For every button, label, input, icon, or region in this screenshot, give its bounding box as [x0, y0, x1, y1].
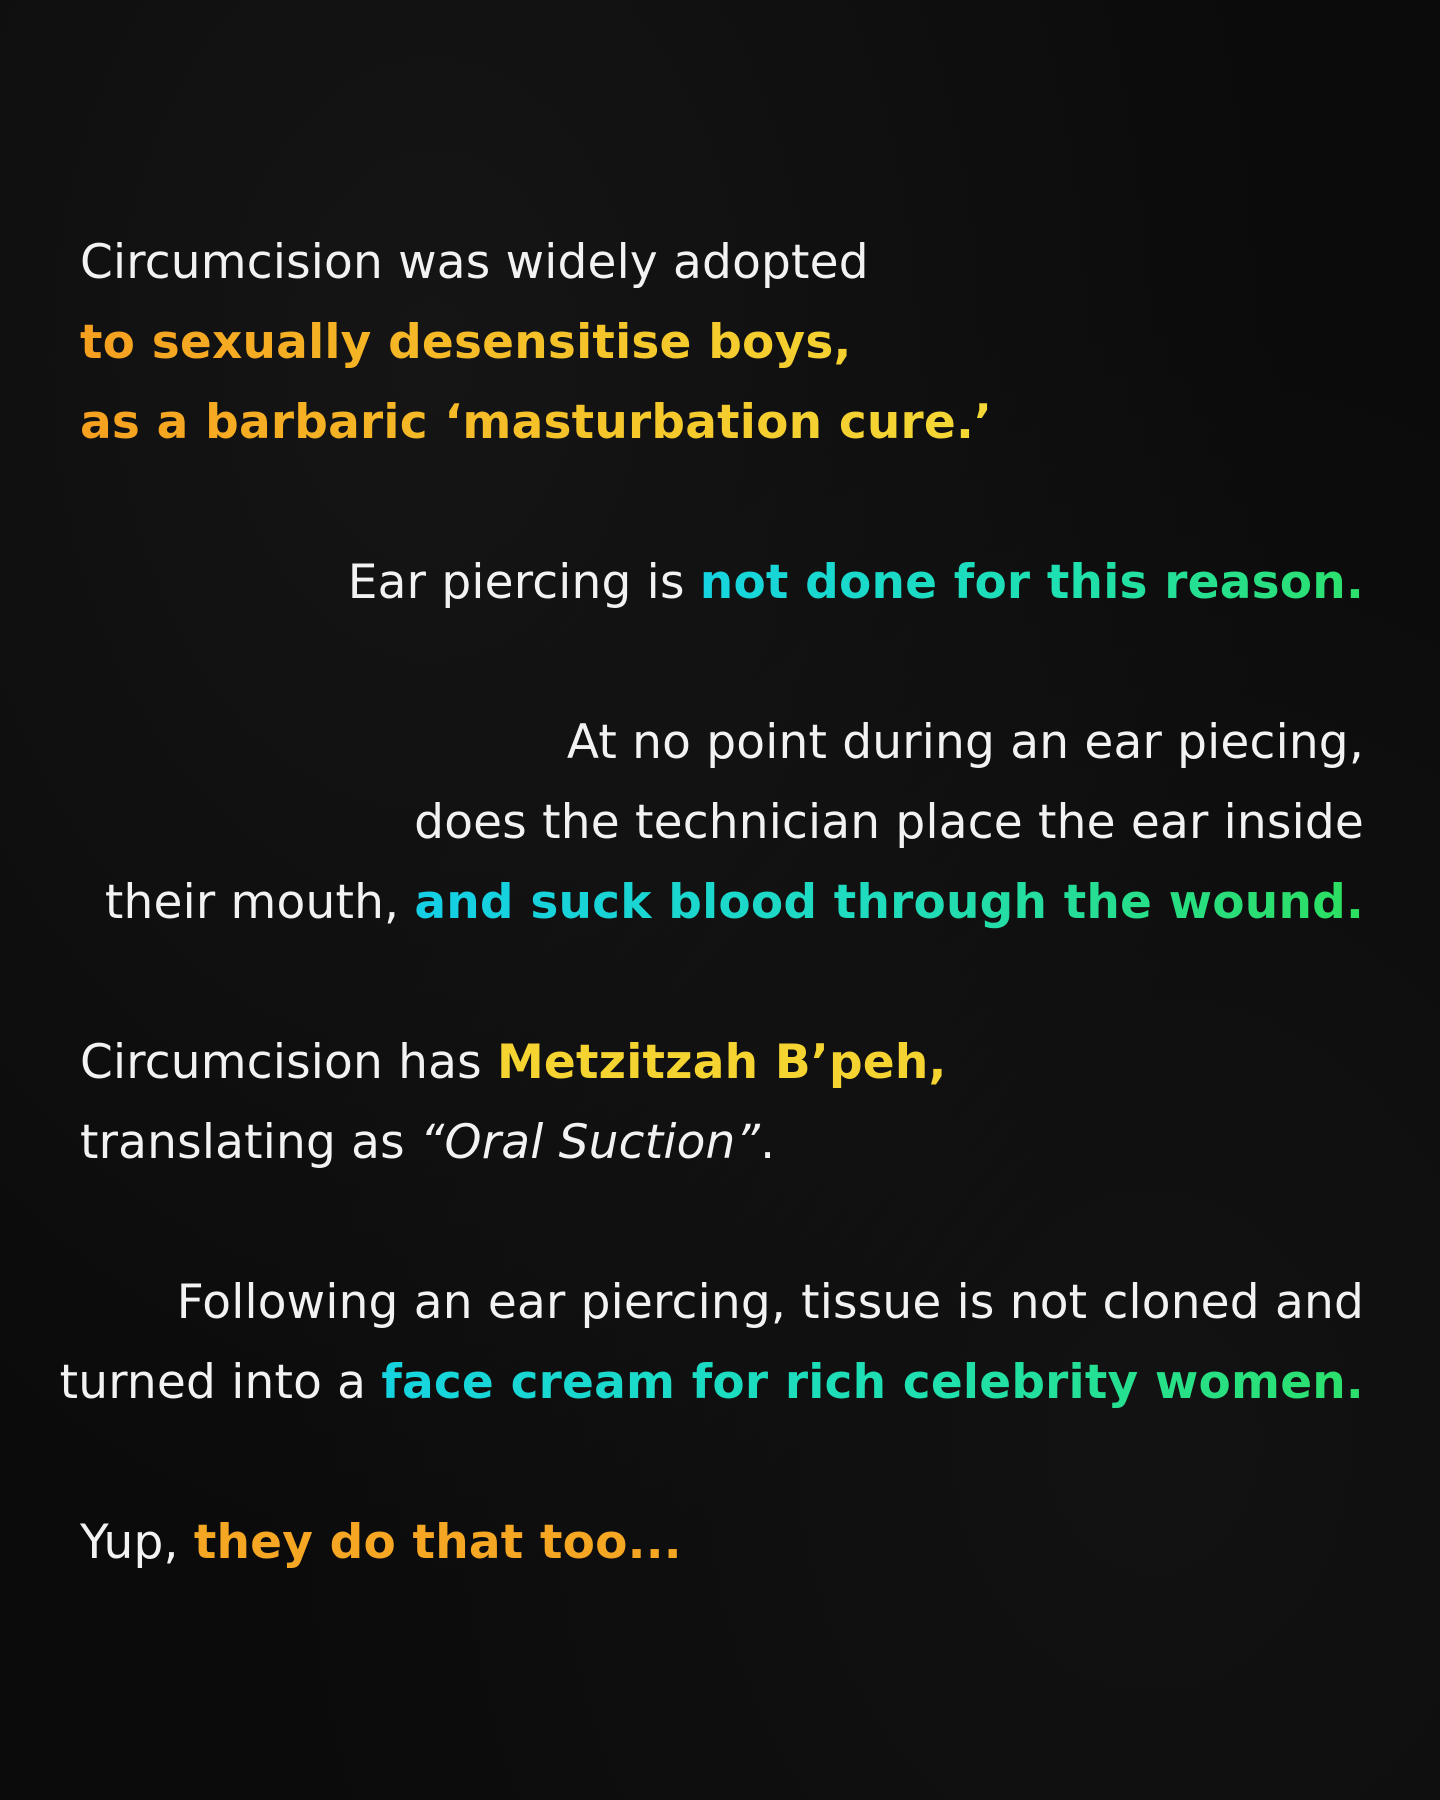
plain-text: Circumcision has [80, 1035, 497, 1090]
highlight-line: to sexually desensitise boys, [80, 303, 992, 383]
plain-text: turned into a [59, 1355, 382, 1410]
plain-text: . [760, 1115, 776, 1170]
highlight-text: they do that too... [193, 1515, 682, 1570]
highlight-text: not done for this reason. [699, 555, 1364, 610]
highlight-line: as a barbaric ‘masturbation cure.’ [80, 383, 992, 463]
text-line [80, 1023, 947, 1103]
paragraph-ear-piercing-procedure [105, 703, 1364, 943]
paragraph-closing [80, 1503, 682, 1583]
italic-text: “Oral Suction” [419, 1115, 761, 1170]
text-line: Circumcision was widely adopted [80, 235, 869, 290]
text-line: does the technician place the ear inside [414, 795, 1364, 850]
paragraph-circumcision-origin [80, 223, 992, 463]
paragraph-ear-piercing-reason [348, 543, 1364, 623]
text-line [348, 543, 1364, 623]
plain-text: their mouth, [104, 875, 415, 930]
text-line [105, 863, 1364, 943]
plain-text: Ear piercing is [347, 555, 700, 610]
paragraph-metzitzah [80, 1023, 947, 1183]
plain-text: translating as [80, 1115, 420, 1170]
text-line [80, 1503, 682, 1583]
paragraph-face-cream [60, 1263, 1364, 1423]
highlight-text: face cream for rich celebrity women. [381, 1355, 1364, 1410]
highlight-text: Metzitzah B’peh, [496, 1035, 947, 1090]
highlight-text: and suck blood through the wound. [414, 875, 1364, 930]
text-line: Following an ear piercing, tissue is not cloned and [176, 1275, 1364, 1330]
text-line [80, 1103, 947, 1183]
text-line [60, 1343, 1364, 1423]
plain-text: Yup, [80, 1515, 194, 1570]
text-line: At no point during an ear piecing, [566, 715, 1364, 770]
